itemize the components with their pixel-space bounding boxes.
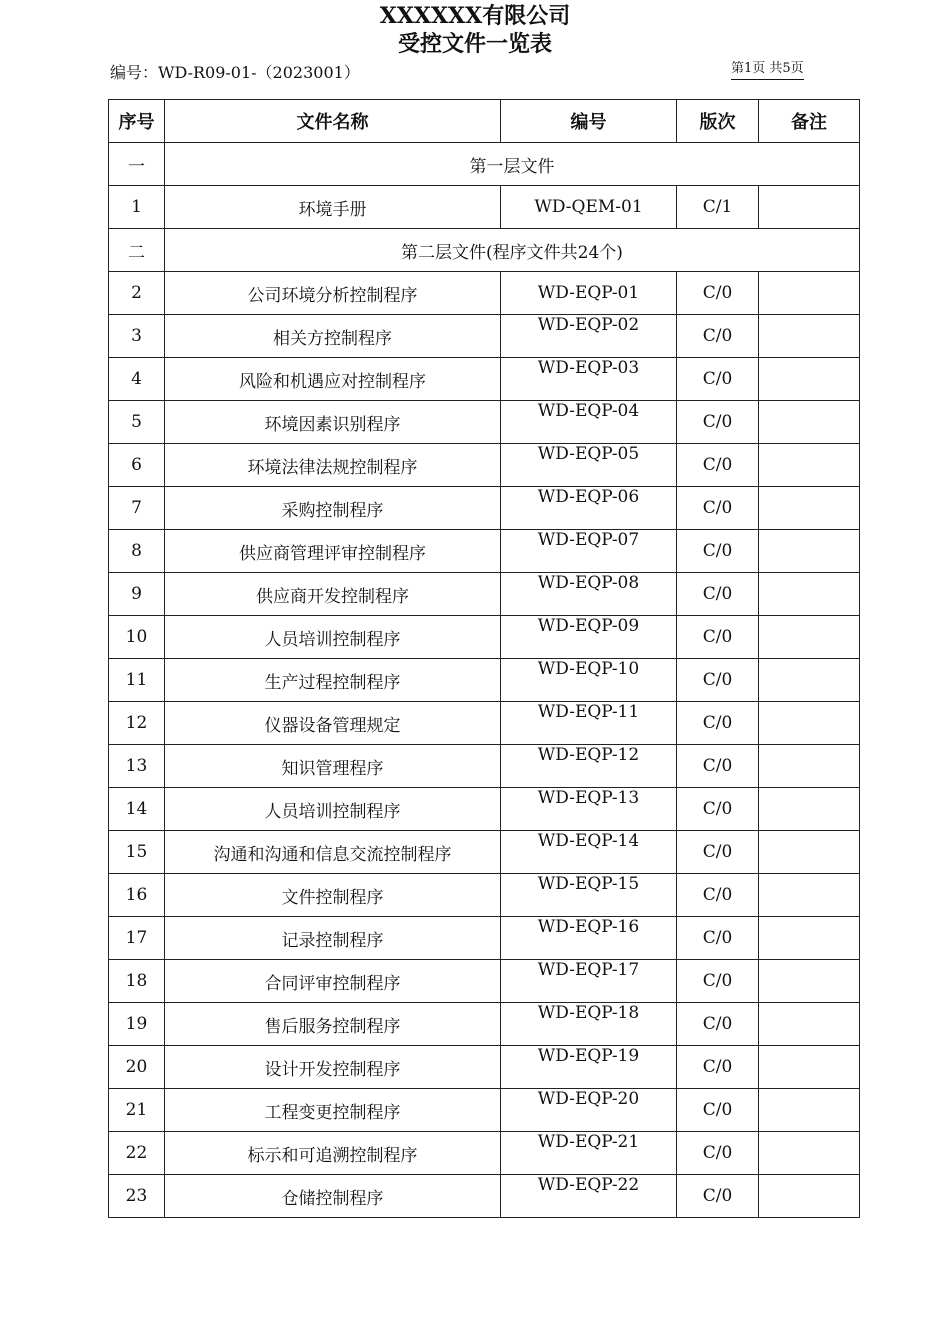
cell-number: 4 xyxy=(109,358,165,401)
cell-note xyxy=(759,874,860,917)
cell-version: C/0 xyxy=(677,315,759,358)
cell-note xyxy=(759,1132,860,1175)
cell-note xyxy=(759,702,860,745)
cell-document-name: 沟通和沟通和信息交流控制程序 xyxy=(165,831,501,874)
cell-number: 23 xyxy=(109,1175,165,1218)
table-row xyxy=(109,616,860,659)
cell-version: C/0 xyxy=(677,487,759,530)
cell-note xyxy=(759,659,860,702)
cell-document-code: WD-EQP-20 xyxy=(501,1089,677,1132)
cell-version: C/0 xyxy=(677,1003,759,1046)
cell-note xyxy=(759,1175,860,1218)
cell-version: C/0 xyxy=(677,960,759,1003)
cell-number: 9 xyxy=(109,573,165,616)
cell-document-name: 标示和可追溯控制程序 xyxy=(165,1132,501,1175)
section-number: 二 xyxy=(109,229,165,272)
section-label: 第二层文件(程序文件共24个) xyxy=(165,229,860,272)
cell-note xyxy=(759,315,860,358)
cell-version: C/0 xyxy=(677,917,759,960)
cell-number: 14 xyxy=(109,788,165,831)
cell-document-name: 公司环境分析控制程序 xyxy=(165,272,501,315)
section-row xyxy=(109,143,860,186)
cell-note xyxy=(759,573,860,616)
cell-note xyxy=(759,788,860,831)
cell-document-name: 仓储控制程序 xyxy=(165,1175,501,1218)
cell-number: 11 xyxy=(109,659,165,702)
cell-document-code: WD-EQP-16 xyxy=(501,917,677,960)
cell-note xyxy=(759,530,860,573)
cell-note xyxy=(759,616,860,659)
cell-document-code: WD-EQP-21 xyxy=(501,1132,677,1175)
cell-number: 20 xyxy=(109,1046,165,1089)
cell-version: C/0 xyxy=(677,401,759,444)
cell-number: 10 xyxy=(109,616,165,659)
cell-version: C/0 xyxy=(677,659,759,702)
cell-version: C/0 xyxy=(677,358,759,401)
cell-document-name: 售后服务控制程序 xyxy=(165,1003,501,1046)
column-header-note: 备注 xyxy=(759,100,860,143)
cell-note xyxy=(759,831,860,874)
cell-version: C/0 xyxy=(677,874,759,917)
cell-version: C/0 xyxy=(677,530,759,573)
cell-document-code: WD-EQP-07 xyxy=(501,530,677,573)
table-header-row xyxy=(109,100,860,143)
cell-number: 1 xyxy=(109,186,165,229)
cell-document-code: WD-EQP-04 xyxy=(501,401,677,444)
page-info: 第1页 共5页 xyxy=(731,60,804,80)
table-row xyxy=(109,186,860,229)
cell-number: 8 xyxy=(109,530,165,573)
table-row xyxy=(109,487,860,530)
cell-number: 3 xyxy=(109,315,165,358)
cell-document-name: 人员培训控制程序 xyxy=(165,788,501,831)
cell-number: 12 xyxy=(109,702,165,745)
cell-document-name: 风险和机遇应对控制程序 xyxy=(165,358,501,401)
cell-version: C/1 xyxy=(677,186,759,229)
cell-version: C/0 xyxy=(677,573,759,616)
cell-version: C/0 xyxy=(677,831,759,874)
cell-number: 21 xyxy=(109,1089,165,1132)
cell-note xyxy=(759,1089,860,1132)
table-row xyxy=(109,1046,860,1089)
table-row xyxy=(109,659,860,702)
cell-number: 19 xyxy=(109,1003,165,1046)
table-row xyxy=(109,1089,860,1132)
cell-document-name: 仪器设备管理规定 xyxy=(165,702,501,745)
table-row xyxy=(109,831,860,874)
cell-note xyxy=(759,444,860,487)
cell-version: C/0 xyxy=(677,1132,759,1175)
cell-document-name: 设计开发控制程序 xyxy=(165,1046,501,1089)
cell-version: C/0 xyxy=(677,788,759,831)
cell-document-code: WD-EQP-09 xyxy=(501,616,677,659)
document-number: 编号：WD-R09-01-（2023001） xyxy=(110,63,360,82)
table-row xyxy=(109,1175,860,1218)
table-row xyxy=(109,315,860,358)
cell-document-code: WD-EQP-22 xyxy=(501,1175,677,1218)
cell-document-name: 供应商管理评审控制程序 xyxy=(165,530,501,573)
cell-document-code: WD-EQP-15 xyxy=(501,874,677,917)
cell-version: C/0 xyxy=(677,702,759,745)
cell-version: C/0 xyxy=(677,616,759,659)
cell-document-code: WD-EQP-06 xyxy=(501,487,677,530)
cell-document-name: 生产过程控制程序 xyxy=(165,659,501,702)
cell-note xyxy=(759,358,860,401)
cell-version: C/0 xyxy=(677,745,759,788)
cell-document-code: WD-EQP-19 xyxy=(501,1046,677,1089)
cell-note xyxy=(759,960,860,1003)
cell-document-name: 工程变更控制程序 xyxy=(165,1089,501,1132)
cell-version: C/0 xyxy=(677,1175,759,1218)
cell-note xyxy=(759,917,860,960)
cell-note xyxy=(759,186,860,229)
cell-document-code: WD-EQP-11 xyxy=(501,702,677,745)
cell-document-name: 环境因素识别程序 xyxy=(165,401,501,444)
cell-number: 16 xyxy=(109,874,165,917)
table-row xyxy=(109,960,860,1003)
column-header-code: 编号 xyxy=(501,100,677,143)
cell-version: C/0 xyxy=(677,272,759,315)
cell-version: C/0 xyxy=(677,1046,759,1089)
cell-document-name: 环境手册 xyxy=(165,186,501,229)
table-body xyxy=(109,143,860,1218)
cell-version: C/0 xyxy=(677,1089,759,1132)
cell-document-name: 知识管理程序 xyxy=(165,745,501,788)
cell-document-name: 相关方控制程序 xyxy=(165,315,501,358)
table-row xyxy=(109,874,860,917)
cell-document-code: WD-EQP-17 xyxy=(501,960,677,1003)
table-row xyxy=(109,1003,860,1046)
cell-note xyxy=(759,1003,860,1046)
cell-number: 6 xyxy=(109,444,165,487)
section-label: 第一层文件 xyxy=(165,143,860,186)
table-row xyxy=(109,788,860,831)
cell-document-code: WD-EQP-14 xyxy=(501,831,677,874)
table-row xyxy=(109,401,860,444)
controlled-documents-table xyxy=(108,99,860,1218)
cell-document-code: WD-QEM-01 xyxy=(501,186,677,229)
table-row xyxy=(109,917,860,960)
cell-note xyxy=(759,401,860,444)
cell-note xyxy=(759,272,860,315)
cell-document-code: WD-EQP-13 xyxy=(501,788,677,831)
cell-note xyxy=(759,745,860,788)
cell-document-name: 采购控制程序 xyxy=(165,487,501,530)
column-header-no: 序号 xyxy=(109,100,165,143)
cell-document-code: WD-EQP-10 xyxy=(501,659,677,702)
table-row xyxy=(109,358,860,401)
table-row xyxy=(109,530,860,573)
cell-document-name: 合同评审控制程序 xyxy=(165,960,501,1003)
cell-note xyxy=(759,1046,860,1089)
table-row xyxy=(109,702,860,745)
table-row xyxy=(109,1132,860,1175)
cell-document-code: WD-EQP-18 xyxy=(501,1003,677,1046)
cell-document-code: WD-EQP-02 xyxy=(501,315,677,358)
cell-document-code: WD-EQP-08 xyxy=(501,573,677,616)
cell-document-name: 人员培训控制程序 xyxy=(165,616,501,659)
table-row xyxy=(109,444,860,487)
table-row xyxy=(109,573,860,616)
cell-document-code: WD-EQP-01 xyxy=(501,272,677,315)
cell-document-name: 环境法律法规控制程序 xyxy=(165,444,501,487)
cell-number: 5 xyxy=(109,401,165,444)
cell-document-name: 文件控制程序 xyxy=(165,874,501,917)
cell-version: C/0 xyxy=(677,444,759,487)
table-row xyxy=(109,272,860,315)
cell-document-code: WD-EQP-12 xyxy=(501,745,677,788)
cell-document-name: 供应商开发控制程序 xyxy=(165,573,501,616)
cell-document-name: 记录控制程序 xyxy=(165,917,501,960)
column-header-name: 文件名称 xyxy=(165,100,501,143)
cell-document-code: WD-EQP-03 xyxy=(501,358,677,401)
cell-number: 7 xyxy=(109,487,165,530)
section-row xyxy=(109,229,860,272)
company-name: XXXXXX有限公司 xyxy=(379,3,571,29)
cell-note xyxy=(759,487,860,530)
document-title: 受控文件一览表 xyxy=(397,31,552,57)
cell-number: 17 xyxy=(109,917,165,960)
column-header-version: 版次 xyxy=(677,100,759,143)
section-number: 一 xyxy=(109,143,165,186)
cell-number: 18 xyxy=(109,960,165,1003)
cell-number: 22 xyxy=(109,1132,165,1175)
cell-document-code: WD-EQP-05 xyxy=(501,444,677,487)
table-row xyxy=(109,745,860,788)
cell-number: 15 xyxy=(109,831,165,874)
cell-number: 2 xyxy=(109,272,165,315)
cell-number: 13 xyxy=(109,745,165,788)
